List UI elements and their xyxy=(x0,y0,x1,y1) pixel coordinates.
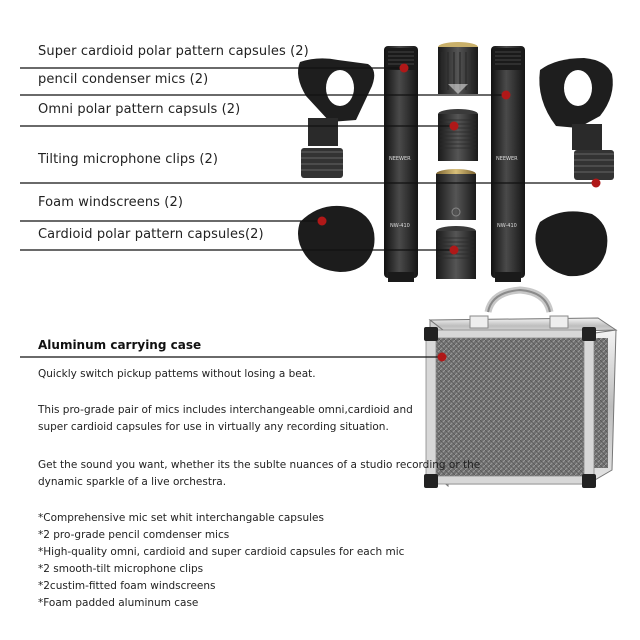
case-heading: Aluminum carrying case xyxy=(38,338,202,352)
capsule-super-cardioid xyxy=(438,42,478,94)
marker-omni xyxy=(450,122,459,131)
callout-label-windscreens: Foam windscreens (2) xyxy=(38,195,183,210)
feature-bullet: *Foam padded aluminum case xyxy=(38,597,199,609)
callout-label-pencil-mics: pencil condenser mics (2) xyxy=(38,72,209,87)
feature-bullet: *High-quality omni, cardioid and super cardioid capsules for each mic xyxy=(38,546,405,558)
marker-windscreen xyxy=(318,217,327,226)
left-mic-clip xyxy=(298,58,374,178)
marker-mic-clip xyxy=(592,179,601,188)
description-line: Quickly switch pickup pattems without losing a beat. xyxy=(38,368,316,380)
feature-bullet: *2 smooth-tilt microphone clips xyxy=(38,563,204,575)
marker-cardioid xyxy=(450,246,459,255)
description-line: super cardioid capsules for use in virtually any recording situation. xyxy=(38,421,389,433)
right-mic-clip xyxy=(539,58,614,180)
mic-brand-right: NEEWER xyxy=(496,156,518,162)
marker-case xyxy=(438,353,447,362)
marker-pencil-mic xyxy=(502,91,511,100)
feature-bullet: *2 pro-grade pencil comdenser mics xyxy=(38,529,230,541)
capsule-omni xyxy=(438,109,478,161)
mic-model-left: NW-410 xyxy=(390,223,410,229)
capsule-spare xyxy=(436,169,476,220)
description-line: Get the sound you want, whether its the sublte nuances of a studio recording or the xyxy=(38,459,481,471)
callout-label-cardioid: Cardioid polar pattern capsules(2) xyxy=(38,227,264,242)
marker-super-cardioid xyxy=(400,64,409,73)
feature-bullet: *2custim-fitted foam windscreens xyxy=(38,580,216,592)
callout-label-omni: Omni polar pattern capsuls (2) xyxy=(38,102,241,117)
callout-label-super-cardioid: Super cardioid polar pattern capsules (2) xyxy=(38,44,309,59)
feature-bullet: *Comprehensive mic set whit interchangable capsules xyxy=(38,512,324,524)
description-line: This pro-grade pair of mics includes interchangeable omni,cardioid and xyxy=(38,404,413,416)
mic-model-right: NW-410 xyxy=(497,223,517,229)
mic-brand-left: NEEWER xyxy=(389,156,411,162)
callout-label-clips: Tilting microphone clips (2) xyxy=(38,152,219,167)
left-pencil-mic xyxy=(384,46,418,282)
right-pencil-mic xyxy=(491,46,525,282)
right-foam-windscreen xyxy=(535,211,607,276)
description-line: dynamic sparkle of a live orchestra. xyxy=(38,476,227,488)
left-foam-windscreen xyxy=(298,206,375,272)
